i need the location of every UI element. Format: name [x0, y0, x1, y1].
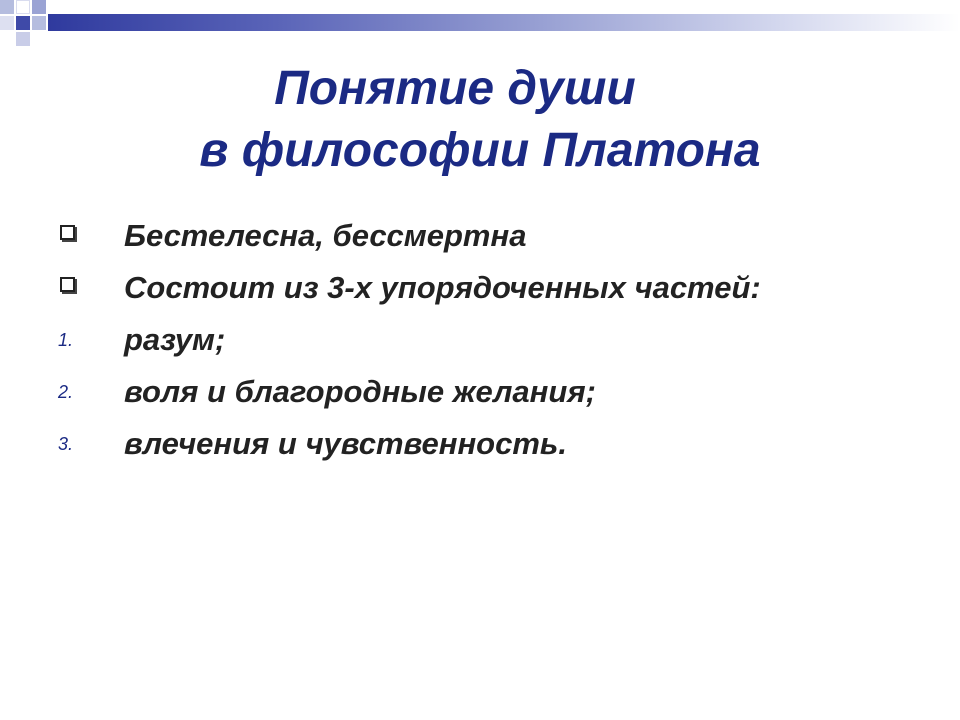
title-line-2: в философии Платона	[199, 124, 761, 177]
decor-square	[16, 16, 30, 30]
decor-square	[0, 16, 14, 30]
list-item	[56, 216, 916, 268]
list-item: 2. воля и благородные желания;	[56, 372, 916, 424]
list-item: 3. влечения и чувственность.	[56, 424, 916, 476]
slide-title	[0, 58, 960, 182]
list-item	[56, 268, 916, 320]
decor-square	[32, 0, 46, 14]
decor-square	[16, 32, 30, 46]
top-gradient-bar	[48, 14, 960, 31]
list-item-text: Состоит из 3-х упорядоченных частей:	[124, 270, 761, 305]
bullet-list	[56, 216, 916, 476]
decor-square	[32, 16, 46, 30]
list-item-text: влечения и чувственность.	[124, 426, 567, 461]
list-item-text: разум;	[124, 322, 226, 357]
list-item: 1. разум;	[56, 320, 916, 372]
list-item-text: воля и благородные желания;	[124, 374, 596, 409]
title-line-1: Понятие души	[274, 62, 636, 115]
decor-square	[0, 0, 14, 14]
list-item-text: Бестелесна, бессмертна	[124, 218, 527, 253]
decor-square	[16, 0, 30, 14]
